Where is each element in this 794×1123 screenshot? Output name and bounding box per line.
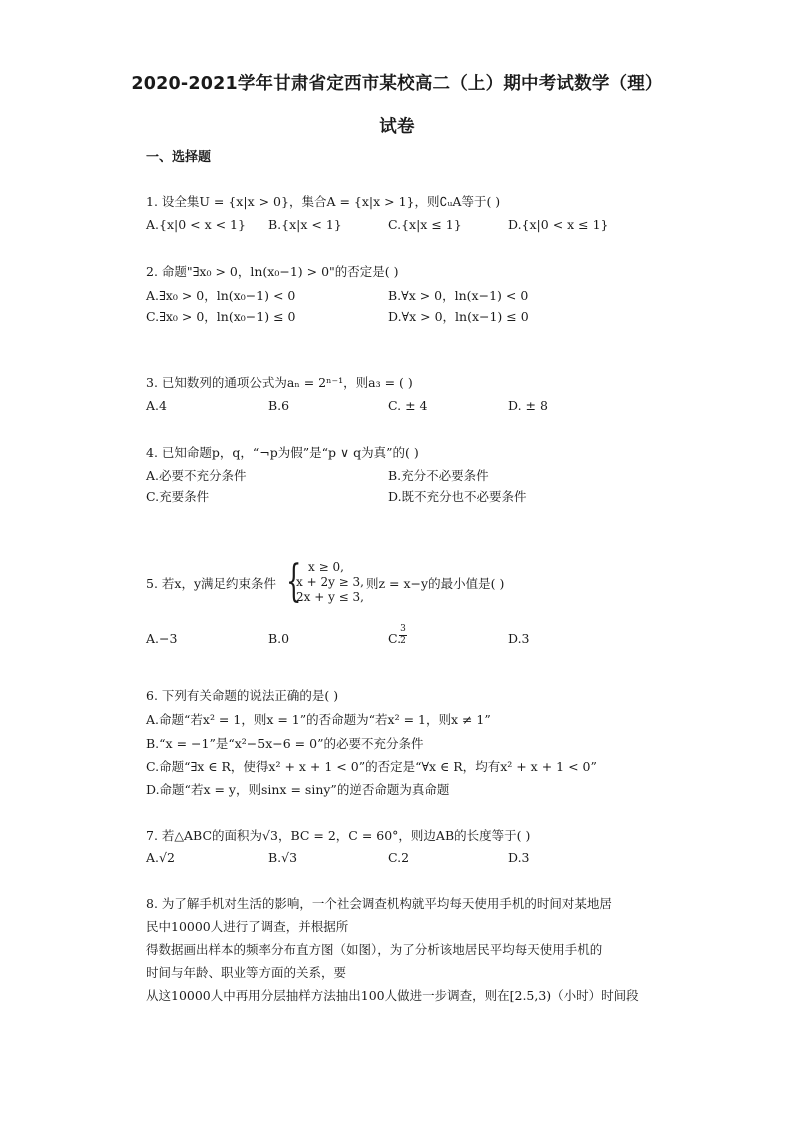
q3-option-b: B.6 xyxy=(268,398,290,413)
q7-option-c: C.2 xyxy=(388,850,410,865)
q3-option-d: D. ± 8 xyxy=(508,398,548,413)
q2-option-d: D.∀x > 0，ln(x−1) ≤ 0 xyxy=(388,309,529,324)
q2-option-b: B.∀x > 0，ln(x−1) < 0 xyxy=(388,288,529,303)
q5-option-b: B.0 xyxy=(268,631,290,646)
q3-option-c: C. ± 4 xyxy=(388,398,428,413)
question-8-line4: 时间与年龄、职业等方面的关系，要 xyxy=(146,965,347,980)
question-8-line2: 民中10000人进行了调查，并根据所 xyxy=(146,919,349,934)
paper-title-line2: 试卷 xyxy=(379,117,415,137)
fraction-numerator: 3 xyxy=(400,624,406,634)
q5-option-a: A.−3 xyxy=(146,631,178,646)
q5-option-c: C. xyxy=(388,631,402,646)
q2-option-a: A.∃x₀ > 0，ln(x₀−1) < 0 xyxy=(146,288,296,303)
q7-option-b: B.√3 xyxy=(268,850,298,865)
question-5-stem-post: 则z = x−y的最小值是( ) xyxy=(366,576,505,591)
q3-option-a: A.4 xyxy=(146,398,167,413)
question-2-stem: 2. 命题"∃x₀ > 0，ln(x₀−1) > 0"的否定是( ) xyxy=(146,264,399,279)
question-7-stem: 7. 若△ABC的面积为√3，BC = 2，C = 60°，则边AB的长度等于( ) xyxy=(146,828,531,843)
q6-option-a: A.命题“若x² = 1，则x = 1”的否命题为“若x² = 1，则x ≠ 1” xyxy=(146,712,491,727)
brace-symbol: { xyxy=(286,556,302,607)
q4-option-c: C.充要条件 xyxy=(146,489,210,504)
q1-option-d: D.{x|0 < x ≤ 1} xyxy=(508,217,609,232)
q4-option-b: B.充分不必要条件 xyxy=(388,468,489,483)
constraint-system xyxy=(286,556,364,607)
question-8-line3: 得数据画出样本的频率分布直方图（如图），为了分析该地居民平均每天使用手机的 xyxy=(146,942,603,957)
q1-option-b: B.{x|x < 1} xyxy=(268,217,342,232)
question-8-line1: 8. 为了解手机对生活的影响，一个社会调查机构就平均每天使用手机的时间对某地居 xyxy=(146,896,612,911)
q1-option-a: A.{x|0 < x < 1} xyxy=(146,217,246,232)
q1-option-c: C.{x|x ≤ 1} xyxy=(388,217,462,232)
constraint-3: 2x + y ≤ 3, xyxy=(296,590,364,604)
constraint-1: x ≥ 0, xyxy=(308,560,344,574)
q6-option-b: B.“x = −1”是“x²−5x−6 = 0”的必要不充分条件 xyxy=(146,736,424,751)
q4-option-d: D.既不充分也不必要条件 xyxy=(388,489,527,504)
q2-option-c: C.∃x₀ > 0，ln(x₀−1) ≤ 0 xyxy=(146,309,296,324)
question-5-stem-pre: 5. 若x，y满足约束条件 xyxy=(146,576,277,591)
question-3-stem: 3. 已知数列的通项公式为aₙ = 2ⁿ⁻¹，则a₃ = ( ) xyxy=(146,375,413,390)
q5-option-c-fraction xyxy=(399,625,407,646)
question-8-line5: 从这10000人中再用分层抽样方法抽出100人做进一步调查，则在[2.5,3)（小时）时间段 xyxy=(146,988,639,1003)
paper-title-line1: 2020-2021学年甘肃省定西市某校高二（上）期中考试数学（理） xyxy=(131,74,663,94)
q5-option-d: D.3 xyxy=(508,631,530,646)
q7-option-a: A.√2 xyxy=(146,850,175,865)
question-1-stem: 1. 设全集U = {x|x > 0}，集合A = {x|x > 1}，则∁ᵤA等于( ) xyxy=(146,194,501,209)
question-6-stem: 6. 下列有关命题的说法正确的是( ) xyxy=(146,688,339,703)
q4-option-a: A.必要不充分条件 xyxy=(146,468,247,483)
q7-option-d: D.3 xyxy=(508,850,530,865)
constraint-2: x + 2y ≥ 3, xyxy=(296,575,364,589)
section-heading: 一、选择题 xyxy=(146,150,212,165)
q6-option-d: D.命题“若x = y，则sinx = siny”的逆否命题为真命题 xyxy=(146,782,450,797)
q6-option-c: C.命题“∃x ∈ R，使得x² + x + 1 < 0”的否定是“∀x ∈ R，均有x² + x + 1 < 0” xyxy=(146,759,597,774)
question-4-stem: 4. 已知命题p，q，“¬p为假”是“p ∨ q为真”的( ) xyxy=(146,445,419,460)
fraction-denominator: 2 xyxy=(400,636,406,646)
